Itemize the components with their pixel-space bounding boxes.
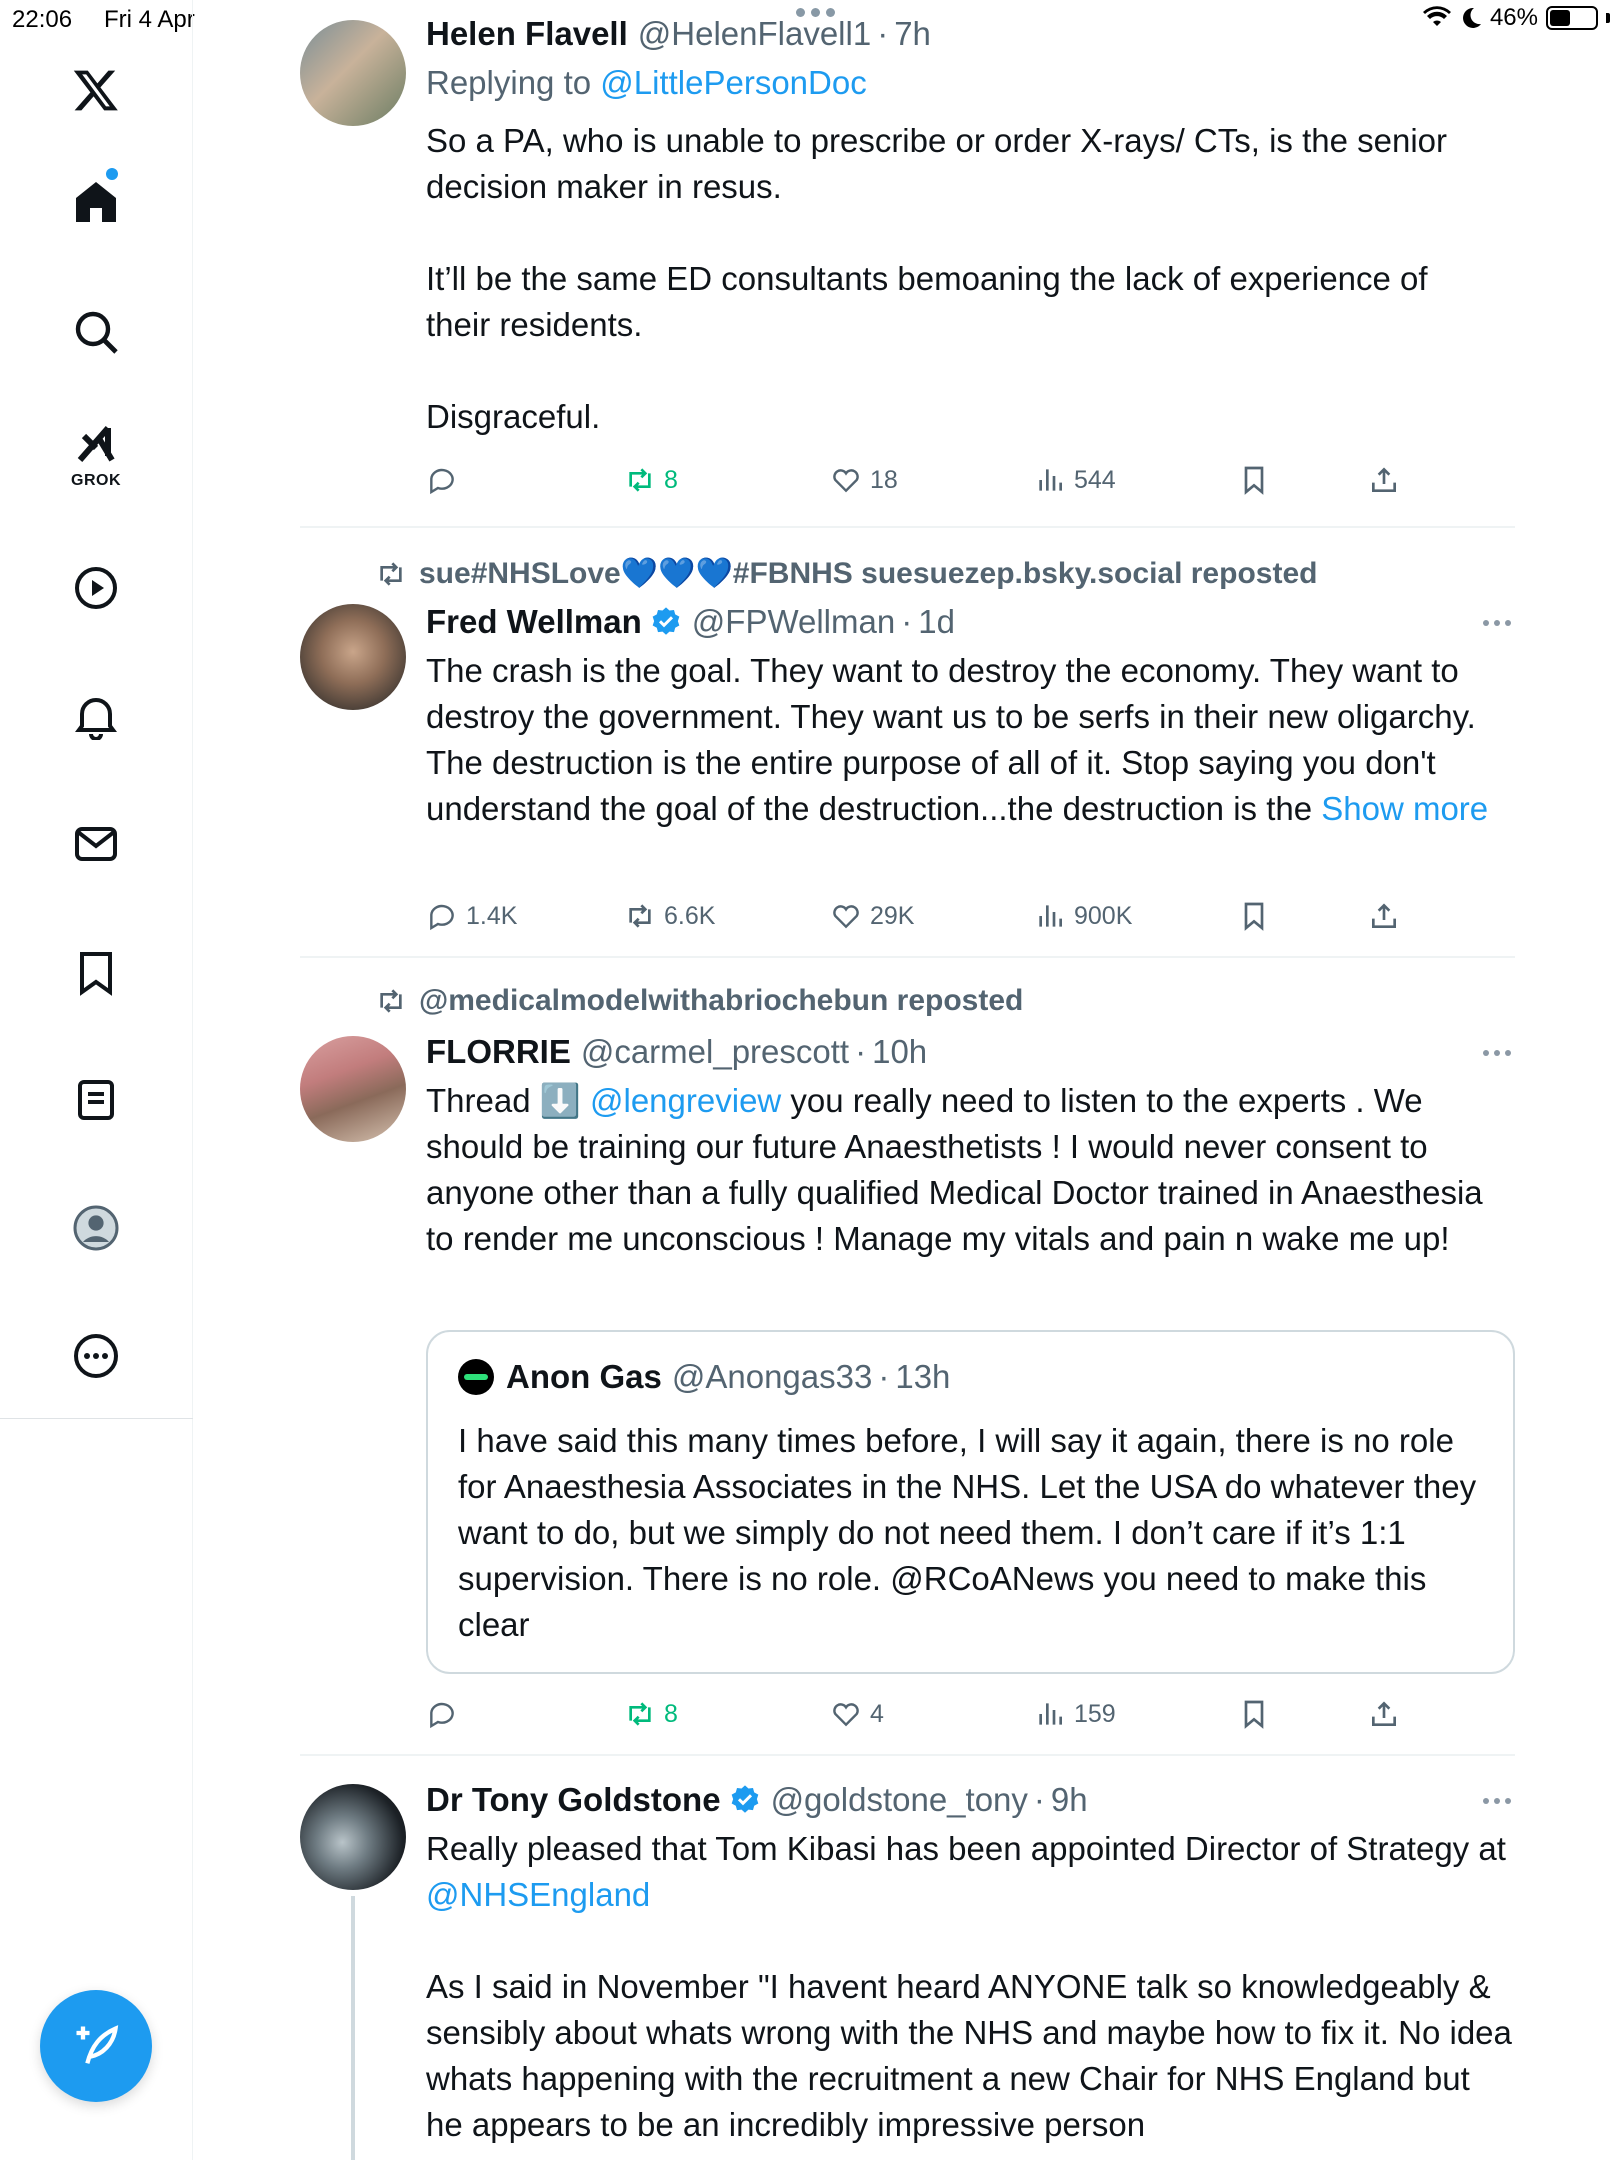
tweet-text: So a PA, who is unable to prescribe or order X-rays/ CTs, is the senior decision maker in resus. It’ll be the same ED consultants bemoaning the lack of experience of their residents. Disgraceful. xyxy=(426,122,1448,435)
verified-badge-icon xyxy=(650,606,682,638)
bookmarks-icon[interactable] xyxy=(48,924,144,1020)
like-button[interactable] xyxy=(830,894,914,938)
verified-badge-icon xyxy=(729,1784,761,1816)
heart-icon xyxy=(830,900,862,932)
views-icon xyxy=(1034,1698,1066,1730)
show-more-link[interactable]: Show more xyxy=(1321,790,1489,827)
quote-author-name: Anon Gas xyxy=(506,1358,662,1395)
author-name[interactable]: Dr Tony Goldstone xyxy=(426,1781,721,1818)
search-icon[interactable] xyxy=(48,284,144,380)
reply-button[interactable] xyxy=(426,458,458,502)
views-button[interactable] xyxy=(1034,458,1116,502)
video-icon[interactable] xyxy=(48,540,144,636)
home-unread-dot xyxy=(106,168,118,180)
like-count: 4 xyxy=(870,1699,884,1728)
retweet-count: 6.6K xyxy=(664,901,716,930)
share-button[interactable] xyxy=(1368,1692,1400,1736)
view-count: 544 xyxy=(1074,465,1116,494)
home-icon[interactable] xyxy=(48,154,144,250)
replying-to-link[interactable]: @LittlePersonDoc xyxy=(600,64,867,101)
bookmark-button[interactable] xyxy=(1238,894,1270,938)
tweet-text: The crash is the goal. They want to destroy the economy. They want to destroy the government. They want us to be serfs in their new oligarchy. The destruction is the entire purpose of all of it. Stop saying you don't understand the goal of the destruction...the destruction is the Show more xyxy=(426,652,1489,827)
status-time: 22:06 xyxy=(12,6,73,33)
like-count: 29K xyxy=(870,901,915,930)
battery-icon xyxy=(1546,6,1598,30)
like-count: 18 xyxy=(870,465,898,494)
like-button[interactable] xyxy=(830,458,898,502)
bookmark-icon xyxy=(1238,464,1270,496)
reply-icon xyxy=(426,464,458,496)
quoted-tweet[interactable]: Anon Gas @Anongas33 · 13h I have said this many times before, I will say it again, there is no role for Anaesthesia Associates in the NHS. Let the USA do whatever they want to do, but we simply do not need them. I don’t care if it’s 1:1 supervision. There is no role. @RCoANews you need to make this clear xyxy=(426,1330,1515,1674)
notifications-icon[interactable] xyxy=(48,668,144,764)
avatar[interactable] xyxy=(300,1036,406,1142)
grok-icon[interactable] xyxy=(48,406,144,502)
reposted-by: sue#NHSLove💙💙💙#FBNHS suesuezep.bsky.social reposted xyxy=(419,557,1318,590)
sidebar-divider xyxy=(0,1418,193,1419)
share-icon xyxy=(1368,1698,1400,1730)
more-options-icon[interactable] xyxy=(1483,1050,1511,1056)
mention-link[interactable]: @NHSEngland xyxy=(426,1876,651,1913)
quote-text: I have said this many times before, I will say it again, there is no role for Anaesthesia Associates in the NHS. Let the USA do whatever they want to do, but we simply do not need them. I don’t care if it’s 1:1 supervision. There is no role. @RCoANews you need to make this clear xyxy=(458,1422,1477,1643)
author-handle[interactable]: @FPWellman xyxy=(691,603,896,640)
repost-context[interactable] xyxy=(375,984,1023,1018)
status-date: Fri 4 Apr xyxy=(104,6,195,33)
compose-feather-icon xyxy=(70,2020,122,2072)
views-icon xyxy=(1034,464,1066,496)
more-options-icon[interactable] xyxy=(1483,1798,1511,1804)
sidebar xyxy=(0,0,193,2160)
author-handle[interactable]: @HelenFlavell1 xyxy=(637,15,872,52)
avatar[interactable] xyxy=(300,604,406,710)
author-name[interactable]: Helen Flavell xyxy=(426,15,628,52)
messages-icon[interactable] xyxy=(48,796,144,892)
retweet-button[interactable] xyxy=(624,458,678,502)
tweet-text: Thread ⬇️ @lengreview you really need to listen to the experts . We should be training our future Anaesthetists ! I would never consent to anyone other than a fully qualified Medical Doctor trained in Anaesthesia to render me unconscious ! Manage my vitals and pain n wake me up! xyxy=(426,1082,1483,1257)
reply-button[interactable] xyxy=(426,1692,458,1736)
retweet-icon xyxy=(624,464,656,496)
author-handle[interactable]: @carmel_prescott xyxy=(580,1033,850,1070)
tweet-divider xyxy=(300,526,1515,528)
profile-icon[interactable] xyxy=(48,1180,144,1276)
view-count: 900K xyxy=(1074,901,1133,930)
quote-time: 13h xyxy=(895,1358,951,1395)
battery-percent: 46% xyxy=(1489,4,1538,31)
share-button[interactable] xyxy=(1368,894,1400,938)
action-bar xyxy=(426,458,1515,502)
author-name[interactable]: Fred Wellman xyxy=(426,603,642,640)
retweet-icon xyxy=(624,1698,656,1730)
compose-button[interactable] xyxy=(40,1990,152,2102)
author-name[interactable]: FLORRIE xyxy=(426,1033,571,1070)
author-handle[interactable]: @goldstone_tony xyxy=(770,1781,1028,1818)
avatar[interactable] xyxy=(300,20,406,126)
tweet-text: Really pleased that Tom Kibasi has been appointed Director of Strategy at @NHSEngland As I said in November "I havent heard ANYONE talk so knowledgeably & sensibly about whats wrong with the NHS and maybe how to fix it. No idea whats happening with the recruitment a new Chair for NHS England but he appears to be an incredibly impressive person xyxy=(426,1830,1512,2143)
action-bar xyxy=(426,1692,1515,1736)
quote-author-handle: @Anongas33 xyxy=(671,1358,873,1395)
tweet-time[interactable]: 10h xyxy=(872,1033,928,1070)
bookmark-button[interactable] xyxy=(1238,1692,1270,1736)
tweet-time[interactable]: 7h xyxy=(894,15,931,52)
repost-icon xyxy=(375,558,407,590)
like-button[interactable] xyxy=(830,1692,884,1736)
tweet-time[interactable]: 1d xyxy=(918,603,955,640)
bookmark-icon xyxy=(1238,1698,1270,1730)
share-button[interactable] xyxy=(1368,458,1400,502)
thread-line xyxy=(351,1896,355,2160)
reply-icon xyxy=(426,900,458,932)
heart-icon xyxy=(830,464,862,496)
lists-icon[interactable] xyxy=(48,1052,144,1148)
heart-icon xyxy=(830,1698,862,1730)
quote-avatar xyxy=(458,1359,494,1395)
share-icon xyxy=(1368,900,1400,932)
tweet-time[interactable]: 9h xyxy=(1050,1781,1088,1818)
views-button[interactable] xyxy=(1034,1692,1116,1736)
timeline-feed: Helen Flavell @HelenFlavell1 · 7h Replying to @LittlePersonDoc So a PA, who is unable to prescribe or order X-rays/ CTs, is the senior decision maker in resus. It’ll be the same ED consultants bemoaning the lack of experience of their residents. Disgraceful. 8 18 544 sue#NHSLove💙💙💙#FBNHS suesuezep.bsky.social reposted Fred Wellman @FPWellman · 1d The crash is the goal. They want to destroy the economy. They want to destroy the government. They want us to be serfs in their new oligarchy. The destruction is the entire purpose of all of it. Stop saying you don't understand the goal of the destruction...the destruction is the Show more 1.4K 6.6K 29K 900K @medicalmodelwithabriochebun reposted FLORRIE @carmel_prescott · 10h Thread ⬇️ @lengreview you really need to listen to the experts . We should be training our future Anaesthetists ! I would never consent to anyone other than a fully qualified Medical Doctor trained in Anaesthesia to render me unconscious ! Manage my vitals and pain n wake me up! Anon Gas @Anongas33 · 13h I have said this many times before, I will say it again, there is no role for Anaesthesia Associates in the NHS. Let the USA do whatever they want to do, but we simply do not need them. I don’t care if it’s 1:1 supervision. There is no role. @RCoANews you need to make this clear 8 4 159 Dr Tony Goldstone @goldstone_tony · 9h Really pleased that Tom Kibasi has been appointed Director of Strategy at @NHSEngland As I said in November "I havent heard ANYONE talk so knowledgeably & sensibly about whats wrong with the NHS and maybe how to fix it. No idea whats happening with the recruitment a new Chair for NHS England but he appears to be an incredibly impressive person xyxy=(300,0,1515,2160)
retweet-count: 8 xyxy=(664,1699,678,1728)
retweet-button[interactable] xyxy=(624,894,715,938)
avatar[interactable] xyxy=(300,1784,406,1890)
reply-count: 1.4K xyxy=(466,901,518,930)
tweet-divider xyxy=(300,956,1515,958)
grok-label: GROK xyxy=(71,472,121,489)
views-icon xyxy=(1034,900,1066,932)
tweet-divider xyxy=(300,1754,1515,1756)
reply-icon xyxy=(426,1698,458,1730)
more-icon[interactable] xyxy=(48,1308,144,1404)
share-icon xyxy=(1368,464,1400,496)
replying-to: Replying to @LittlePersonDoc xyxy=(426,64,867,101)
retweet-icon xyxy=(624,900,656,932)
reply-button[interactable] xyxy=(426,894,517,938)
x-logo-icon[interactable] xyxy=(48,42,144,138)
views-button[interactable] xyxy=(1034,894,1132,938)
bookmark-icon xyxy=(1238,900,1270,932)
retweet-button[interactable] xyxy=(624,1692,678,1736)
repost-context[interactable] xyxy=(375,556,1317,591)
retweet-count: 8 xyxy=(664,465,678,494)
action-bar xyxy=(426,894,1515,938)
view-count: 159 xyxy=(1074,1699,1116,1728)
bookmark-button[interactable] xyxy=(1238,458,1270,502)
mention-link[interactable]: @lengreview xyxy=(590,1082,782,1119)
more-options-icon[interactable] xyxy=(1483,620,1511,626)
reposted-by: @medicalmodelwithabriochebun reposted xyxy=(419,984,1024,1017)
repost-icon xyxy=(375,985,407,1017)
